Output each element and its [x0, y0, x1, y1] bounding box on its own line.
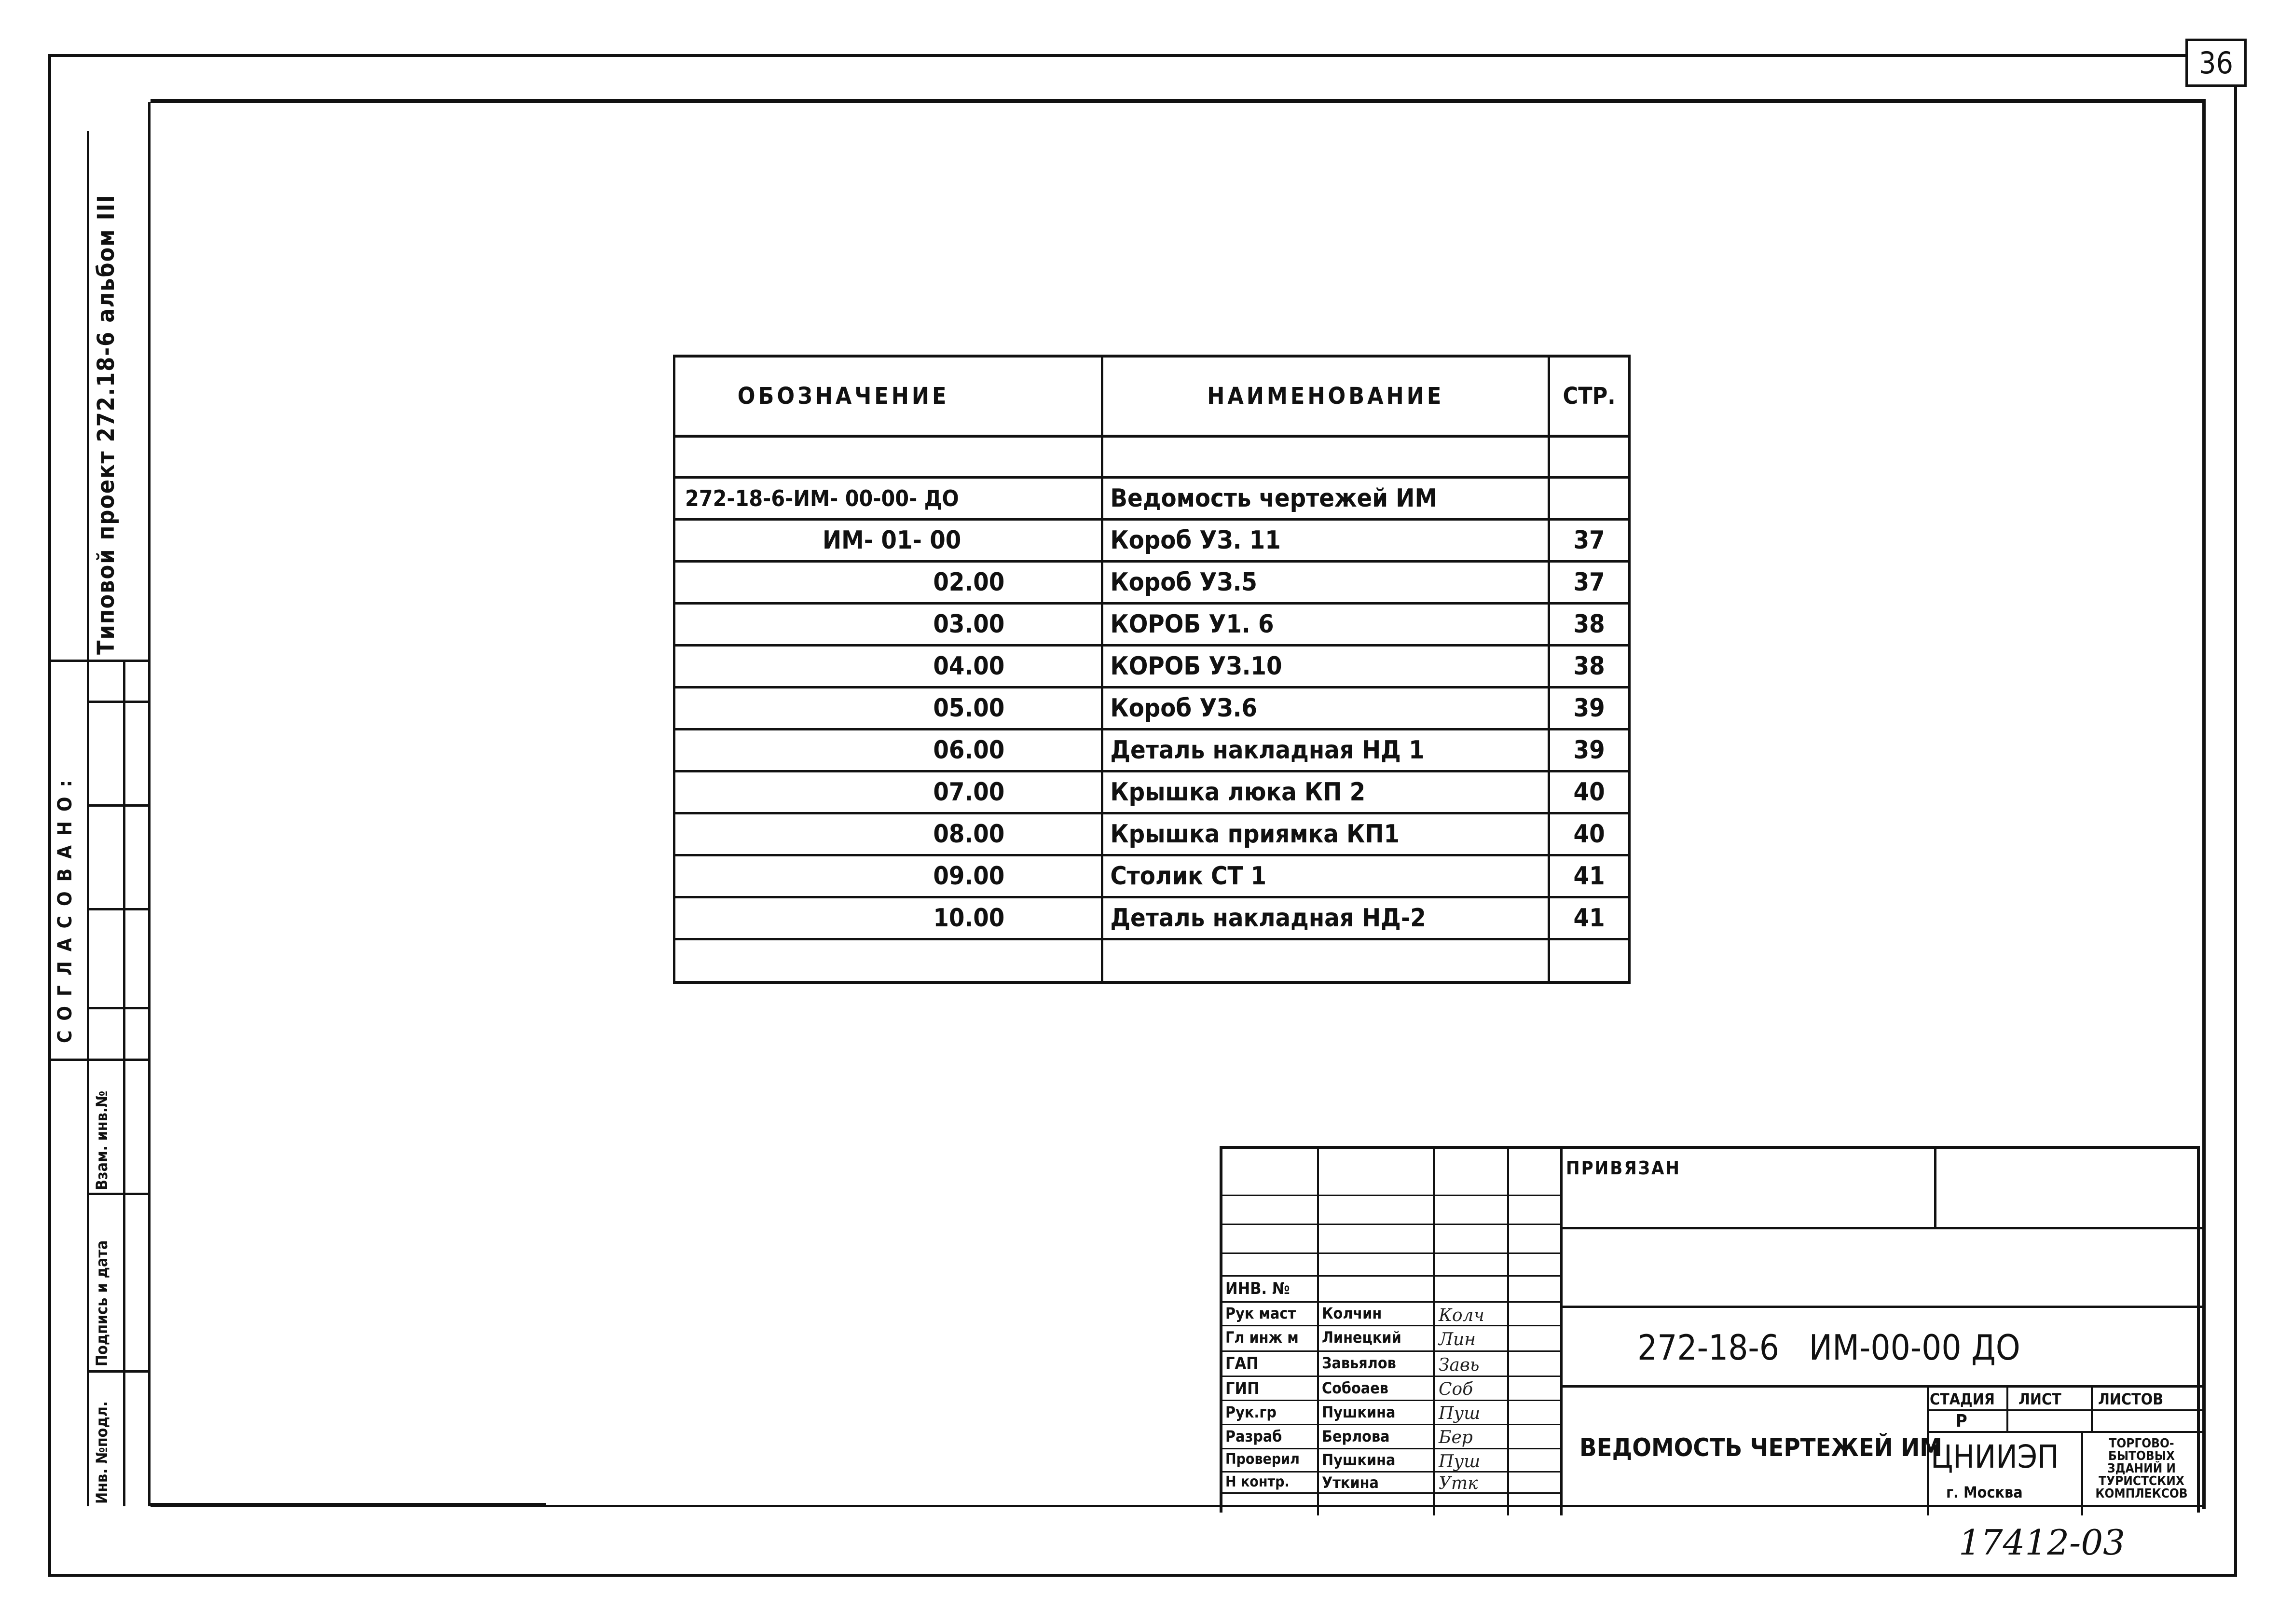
signature: Бер	[1439, 1428, 1473, 1447]
row-designation: ИМ- 01- 00	[674, 520, 1102, 562]
bound-label: ПРИВЯЗАН	[1566, 1157, 1681, 1179]
table-row	[674, 897, 1630, 939]
row-name: Короб УЗ.5	[1102, 562, 1549, 604]
row-name: Деталь накладная НД 1	[1102, 729, 1549, 771]
side-strip	[48, 54, 151, 1506]
staff-name: Пушкина	[1322, 1451, 1396, 1469]
field-replace-inv: Взам. инв.№	[93, 1090, 111, 1190]
staff-name: Линецкий	[1322, 1328, 1401, 1347]
row-name: Крышка приямка КП1	[1102, 813, 1549, 855]
row-designation: 04.00	[674, 646, 1102, 688]
field-sign-date: Подпись и дата	[93, 1240, 111, 1366]
table-row	[674, 855, 1630, 897]
staff-name: Собоаев	[1322, 1379, 1388, 1397]
row-designation: 03.00	[674, 604, 1102, 646]
strip-h-4	[87, 908, 151, 910]
table-row	[674, 813, 1630, 855]
row-page: 40	[1549, 813, 1630, 855]
document-code: 272-18-6 ИМ-00-00 ДО	[1637, 1327, 2020, 1368]
strip-divider-title	[87, 131, 89, 662]
project-title: Типовой проект 272.18-6 альбом III	[93, 194, 120, 655]
row-designation: 10.00	[674, 897, 1102, 939]
header-designation: ОБОЗНАЧЕНИЕ	[674, 356, 1102, 436]
strip-h-3	[87, 804, 151, 807]
row-page: 37	[1549, 520, 1630, 562]
page-number: 36	[2185, 39, 2247, 87]
org-city: г. Москва	[1946, 1483, 2023, 1501]
signature: Пуш	[1439, 1452, 1481, 1472]
row-page: 39	[1549, 729, 1630, 771]
stage-value: Р	[1956, 1411, 1967, 1431]
signature: Завь	[1439, 1355, 1480, 1375]
drawings-list-table	[673, 355, 1631, 984]
staff-role: Гл инж м	[1225, 1328, 1299, 1347]
row-designation: 05.00	[674, 688, 1102, 729]
sheets-label: ЛИСТОВ	[2098, 1390, 2164, 1408]
row-page: 39	[1549, 688, 1630, 729]
table-row	[674, 729, 1630, 771]
staff-role: Проверил	[1225, 1451, 1300, 1468]
strip-divider-1	[87, 660, 89, 1506]
table-row	[674, 646, 1630, 688]
org-name: ЦНИИЭП	[1931, 1438, 2059, 1475]
strip-h-8	[87, 1370, 151, 1373]
agreed-label: СОГЛАСОВАНО:	[54, 770, 76, 1043]
row-page: 38	[1549, 604, 1630, 646]
table-row	[674, 771, 1630, 813]
row-name: КОРОБ У1. 6	[1102, 604, 1549, 646]
header-page: СТР.	[1549, 356, 1630, 436]
sheet-label: ЛИСТ	[2018, 1390, 2061, 1408]
header-name: НАИМЕНОВАНИЕ	[1102, 356, 1549, 436]
row-name: Крышка люка КП 2	[1102, 771, 1549, 813]
row-designation: 07.00	[674, 771, 1102, 813]
signature: Утк	[1439, 1473, 1478, 1493]
row-designation: 09.00	[674, 855, 1102, 897]
staff-name: Колчин	[1322, 1304, 1382, 1322]
row-page: 41	[1549, 855, 1630, 897]
row-name: Короб УЗ.6	[1102, 688, 1549, 729]
table-row	[674, 478, 1630, 520]
staff-name: Завьялов	[1322, 1354, 1396, 1372]
staff-role: Рук маст	[1225, 1304, 1296, 1322]
strip-h-2	[87, 701, 151, 703]
row-name: Короб УЗ. 11	[1102, 520, 1549, 562]
field-inv-orig: Инв. №подл.	[93, 1401, 111, 1504]
stage-label: СТАДИЯ	[1930, 1390, 1995, 1408]
row-page: 38	[1549, 646, 1630, 688]
table-header-row	[674, 356, 1630, 436]
strip-h-7	[87, 1193, 151, 1195]
staff-name: Уткина	[1322, 1473, 1379, 1492]
frame-bottom-line	[151, 1503, 546, 1507]
signature: Колч	[1439, 1306, 1484, 1325]
org-department: ТОРГОВО- БЫТОВЫХ ЗДАНИЙ И ТУРИСТСКИХ КОМПЛЕКСОВ	[2095, 1436, 2188, 1501]
table-row-blank	[674, 436, 1630, 478]
row-name: Ведомость чертежей ИМ	[1102, 478, 1549, 520]
row-page	[1549, 478, 1630, 520]
archive-number: 17412-03	[1959, 1522, 2125, 1563]
table-row	[674, 562, 1630, 604]
inv-label: ИНВ. №	[1225, 1279, 1290, 1298]
row-page: 37	[1549, 562, 1630, 604]
table-row	[674, 604, 1630, 646]
row-designation: 02.00	[674, 562, 1102, 604]
staff-role: ГИП	[1225, 1379, 1260, 1398]
table-row	[674, 520, 1630, 562]
staff-role: ГАП	[1225, 1354, 1259, 1373]
staff-role: Рук.гр	[1225, 1403, 1277, 1421]
title-block	[1220, 1146, 2200, 1513]
table-row-blank	[674, 939, 1630, 983]
row-designation: 272-18-6-ИМ- 00-00- ДО	[674, 478, 1102, 520]
row-page: 40	[1549, 771, 1630, 813]
staff-role: Разраб	[1225, 1427, 1282, 1445]
row-name: КОРОБ УЗ.10	[1102, 646, 1549, 688]
staff-name: Берлова	[1322, 1427, 1390, 1445]
signature: Лин	[1439, 1330, 1476, 1349]
staff-role: Н контр.	[1225, 1473, 1290, 1490]
strip-h-1	[48, 660, 151, 662]
row-name: Деталь накладная НД-2	[1102, 897, 1549, 939]
signature: Соб	[1439, 1379, 1473, 1399]
staff-name: Пушкина	[1322, 1403, 1396, 1421]
row-page: 41	[1549, 897, 1630, 939]
row-designation: 08.00	[674, 813, 1102, 855]
table-row	[674, 688, 1630, 729]
row-name: Столик СТ 1	[1102, 855, 1549, 897]
strip-divider-2	[123, 660, 125, 1506]
document-title: ВЕДОМОСТЬ ЧЕРТЕЖЕЙ ИМ	[1579, 1433, 1942, 1462]
row-designation: 06.00	[674, 729, 1102, 771]
strip-h-6	[48, 1059, 151, 1061]
signature: Пуш	[1439, 1404, 1481, 1423]
strip-h-5	[87, 1007, 151, 1009]
